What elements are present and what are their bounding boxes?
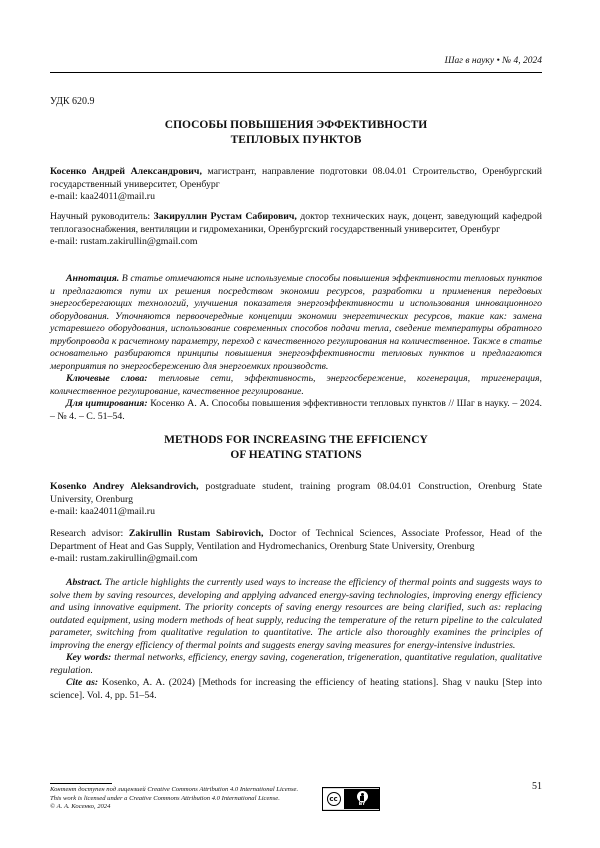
udk-code: УДК 620.9	[50, 96, 95, 107]
license-text-english: This work is licensed under a Creative Commons Attribution 4.0 International License.	[50, 794, 280, 802]
citation-text-english: Kosenko, A. A. (2024) [Methods for increasing the efficiency of heating stations]. Shag v nauku [Step into science]. Vol. 4, pp. 51–54.	[50, 677, 543, 701]
title-russian-line-2: ТЕПЛОВЫХ ПУНКТОВ	[230, 134, 362, 146]
citation-english	[50, 677, 542, 702]
license-note	[50, 786, 298, 812]
footer-divider	[50, 783, 112, 784]
advisor-name-russian: Закируллин Рустам Сабирович,	[153, 211, 297, 222]
advisor-description-russian: доктор технических наук, доцент, заведующий кафедрой теплогазоснабжения, вентиляции и гидромеханики, Оренбургский государственный университет, Оренбург	[50, 211, 542, 235]
advisor-name-english: Zakirullin Rustam Sabirovich,	[128, 528, 264, 539]
header-divider	[50, 72, 542, 73]
title-english	[50, 433, 542, 463]
keywords-label-english: Key words:	[66, 652, 112, 663]
title-english-line-2: OF HEATING STATIONS	[230, 449, 362, 461]
advisor-info-english	[50, 528, 542, 566]
advisor-description-english: Doctor of Technical Sciences, Associate Professor, Head of the Department of Heat and Gas Supply, Ventilation and Hydromechanics, Orenburg State University, Orenburg	[50, 528, 542, 552]
title-russian-line-1: СПОСОБЫ ПОВЫШЕНИЯ ЭФФЕКТИВНОСТИ	[164, 119, 428, 131]
keywords-text-russian: тепловые сети, эффективность, энергосбережение, когенерация, тригенерация, количественное регулирование, качественное регулирование.	[50, 373, 542, 397]
abstract-label-russian: Аннотация.	[66, 273, 120, 284]
abstract-russian	[50, 273, 542, 373]
keywords-russian	[50, 373, 542, 398]
keywords-english	[50, 652, 542, 677]
author-description-english: postgraduate student, training program 08.04.01 Construction, Orenburg State University, Orenburg	[50, 481, 542, 505]
creative-commons-icon: cc	[327, 792, 341, 806]
author-email-english[interactable]: e-mail: kaa24011@mail.ru	[50, 506, 155, 517]
abstract-section-russian	[50, 273, 542, 423]
journal-running-header: Шаг в науку • № 4, 2024	[444, 56, 542, 66]
author-email-russian[interactable]: e-mail: kaa24011@mail.ru	[50, 191, 155, 202]
author-name-english: Kosenko Andrey Aleksandrovich,	[50, 481, 199, 492]
keywords-text-english: thermal networks, efficiency, energy saving, cogeneration, trigeneration, quantitative regulation, qualitative regulation.	[50, 652, 542, 676]
abstract-text-russian: В статье отмечаются ныне используемые способы повышения эффективности тепловых пунктов и предлагаются пути их решения посредством экономии ресурсов, разработки и применения передовых энергосберегающих технологий, улучшения показателя энергоэффективности и использования инновационного оборудования. Уточняются первоочередные концепции экономии энергетических ресурсов, такие как: замена устаревшего оборудования, использование современных способов подачи тепла, сведение температуры обратного трубопровода к расчетному параметру, переход с качественного регулирования на количественное. Также в статье основательно разбираются принципы повышения энергоэффективности тепловых пунктов и предлагаются мероприятия по энергосбережению для энергоемких производств.	[50, 273, 542, 372]
advisor-email-english[interactable]: e-mail: rustam.zakirullin@gmail.com	[50, 553, 198, 564]
page-number: 51	[532, 781, 542, 792]
title-english-line-1: METHODS FOR INCREASING THE EFFICIENCY	[164, 434, 428, 446]
abstract-section-english	[50, 577, 542, 702]
advisor-email-russian[interactable]: e-mail: rustam.zakirullin@gmail.com	[50, 236, 198, 247]
copyright-notice: © А. А. Косенко, 2024	[50, 803, 111, 810]
license-text-russian: Контент доступен под лицензией Creative Commons Attribution 4.0 International License.	[50, 786, 299, 793]
advisor-prefix-english: Research advisor:	[50, 528, 129, 539]
cc-by-license-badge[interactable]	[322, 787, 380, 811]
abstract-label-english: Abstract.	[66, 577, 103, 588]
abstract-text-english: The article highlights the currently used ways to increase the efficiency of thermal points and suggests ways to solve them by saving resources, developing and applying advanced energy-saving technologies, improving energy efficiency and using innovative equipment. The priority concepts of saving energy resources are being clarified, such as: replacing outdated equipment, using modern methods of heat supply, reducing the temperature of the return pipeline to the calculated parameter, switching from qualitative regulation to quantitative. The article also thoroughly examines the principles of improving the energy efficiency of thermal points and suggests energy saving measures for energy-intensive industries.	[50, 577, 542, 651]
citation-label-english: Cite as:	[66, 677, 99, 688]
author-info-english	[50, 481, 542, 519]
title-russian	[50, 118, 542, 148]
abstract-english	[50, 577, 542, 652]
attribution-person-icon	[357, 791, 368, 802]
author-info-russian	[50, 166, 542, 204]
author-name-russian: Косенко Андрей Александрович,	[50, 166, 202, 177]
citation-label-russian: Для цитирования:	[66, 398, 148, 409]
cc-by-label: BY	[358, 802, 366, 807]
advisor-prefix-russian: Научный руководитель:	[50, 211, 154, 222]
author-description-russian: магистрант, направление подготовки 08.04.01 Строительство, Оренбургский государственный университет, Оренбург	[50, 166, 542, 190]
citation-russian	[50, 398, 542, 423]
keywords-label-russian: Ключевые слова:	[66, 373, 148, 384]
citation-text-russian: Косенко А. А. Способы повышения эффективности тепловых пунктов // Шаг в науку. – 2024. – № 4. – С. 51–54.	[50, 398, 542, 422]
advisor-info-russian	[50, 211, 542, 249]
